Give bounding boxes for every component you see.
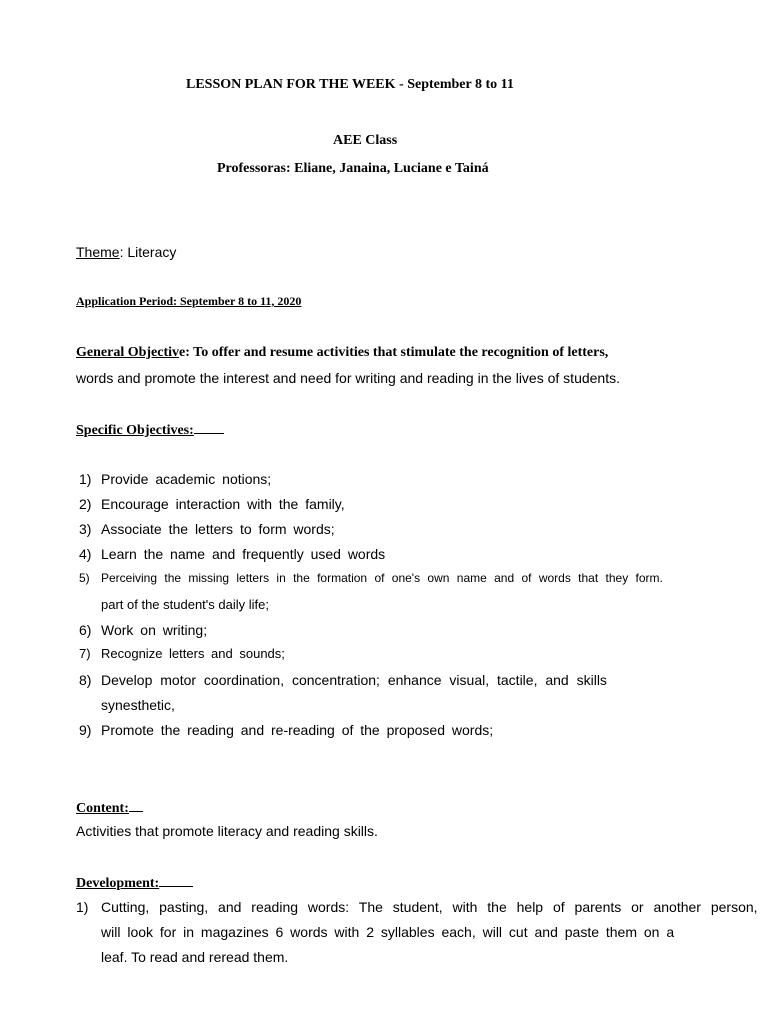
list-item-continuation: part of the student's daily life;	[101, 597, 269, 612]
theme-value: : Literacy	[119, 244, 177, 260]
teachers-line: Professoras: Eliane, Janaina, Luciane e Tainá	[217, 161, 489, 176]
list-item: 5) Perceiving the missing letters in the formation of one's own name and of words that they form.	[79, 571, 663, 585]
document-title: LESSON PLAN FOR THE WEEK - September 8 to 11	[186, 77, 514, 92]
general-objective-line2: words and promote the interest and need for writing and reading in the lives of students.	[76, 370, 620, 386]
content-heading: Content:	[76, 799, 143, 817]
development-item-line3: leaf. To read and reread them.	[101, 949, 289, 965]
class-name: AEE Class	[333, 133, 398, 148]
general-objective-label: General Objectiv	[76, 345, 180, 360]
content-text: Activities that promote literacy and reading skills.	[76, 823, 378, 839]
development-item-line1: 1) Cutting, pasting, and reading words: The student, with the help of parents or another person,	[76, 899, 758, 915]
list-item: 1) Provide academic notions;	[79, 471, 272, 487]
development-heading: Development:	[76, 874, 193, 892]
general-objective-line1: General Objective: To offer and resume activities that stimulate the recognition of letters,	[76, 345, 609, 360]
list-item: 4) Learn the name and frequently used words	[79, 546, 386, 562]
development-item-line2: will look for in magazines 6 words with 2 syllables each, will cut and paste them on a	[101, 924, 675, 940]
list-item-continuation: synesthetic,	[101, 697, 175, 713]
list-item: 6) Work on writing;	[79, 622, 208, 638]
list-item: 7) Recognize letters and sounds;	[79, 646, 285, 661]
list-item: 9) Promote the reading and re-reading of the proposed words;	[79, 722, 494, 738]
application-period: Application Period: September 8 to 11, 2020	[76, 294, 302, 308]
list-item: 8) Develop motor coordination, concentration; enhance visual, tactile, and skills	[79, 672, 607, 688]
theme-line	[76, 244, 176, 260]
list-item: 3) Associate the letters to form words;	[79, 521, 335, 537]
theme-label: Theme	[76, 244, 120, 260]
specific-objectives-heading: Specific Objectives:	[76, 421, 224, 439]
list-item: 2) Encourage interaction with the family,	[79, 496, 345, 512]
